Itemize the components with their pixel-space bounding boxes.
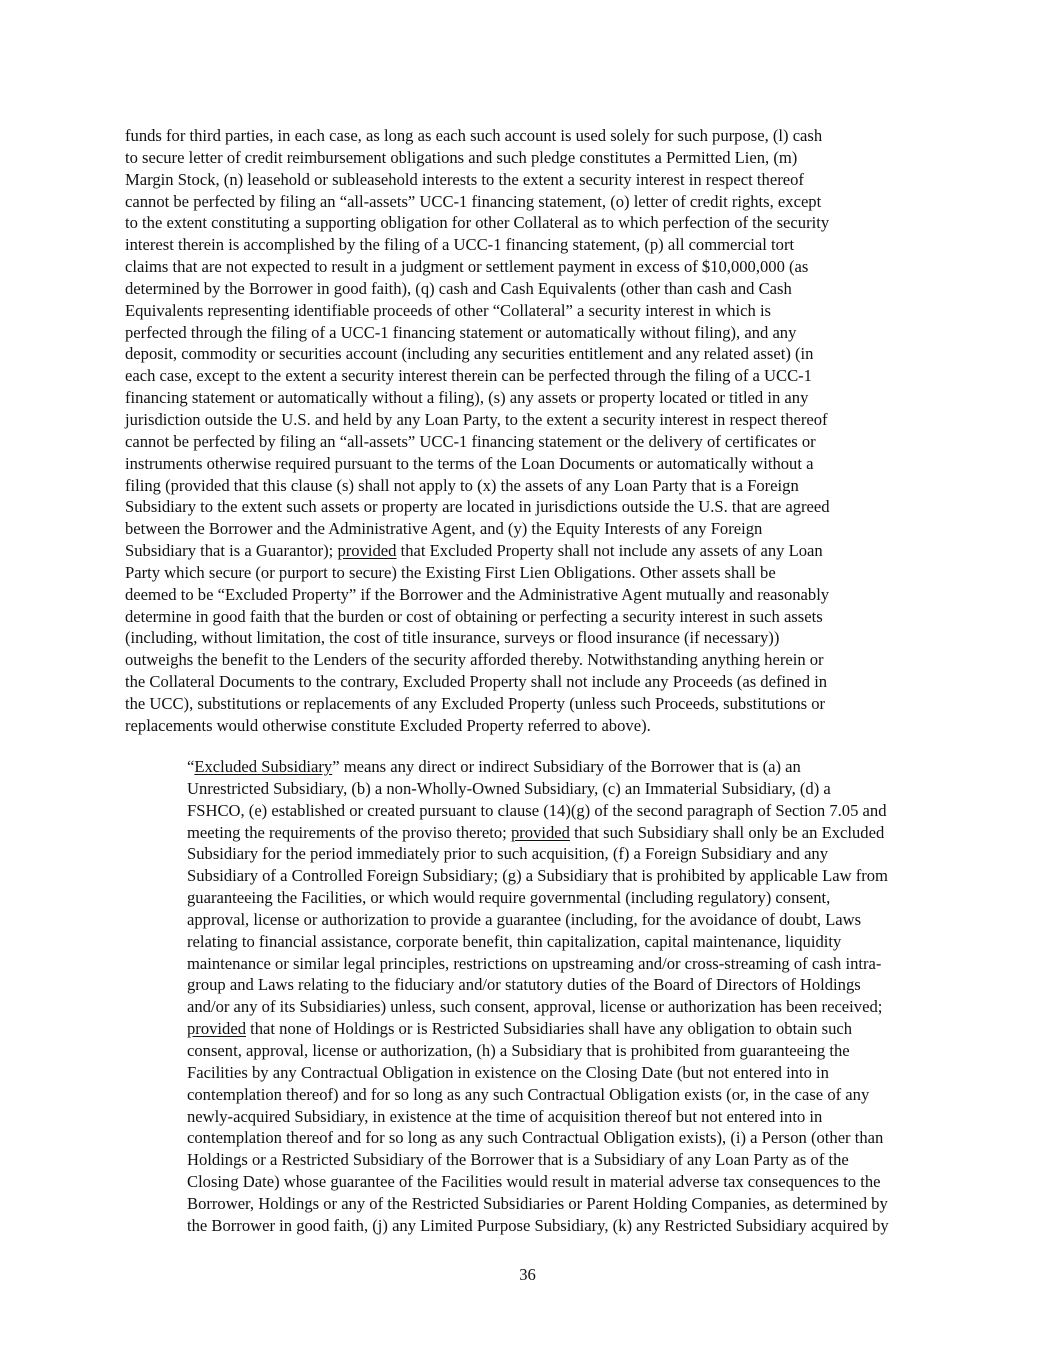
text-line: consent, approval, license or authorization, (h) a Subsidiary that is prohibited from guaranteeing the	[187, 1040, 850, 1060]
text-line: Holdings or a Restricted Subsidiary of the Borrower that is a Subsidiary of any Loan Party as of the	[187, 1150, 849, 1170]
text-line: cannot be perfected by filing an “all-assets” UCC-1 financing statement or the delivery of certificates or	[125, 431, 816, 451]
text-line: group and Laws relating to the fiduciary and/or statutory duties of the Board of Directors of Holdings	[187, 975, 861, 995]
paragraph-excluded-property	[125, 125, 930, 737]
text-line: Subsidiary of a Controlled Foreign Subsidiary; (g) a Subsidiary that is prohibited by applicable Law from	[187, 866, 888, 886]
text-run: meeting the requirements of the proviso thereto;	[187, 822, 511, 842]
text-line: cannot be perfected by filing an “all-assets” UCC-1 financing statement, (o) letter of credit rights, except	[125, 191, 822, 211]
text-line: contemplation thereof and for so long as any such Contractual Obligation exists), (i) a Person (other than	[187, 1128, 884, 1148]
text-line: instruments otherwise required pursuant to the terms of the Loan Documents or automatically without a	[125, 453, 814, 473]
text-line-with-proviso	[125, 822, 930, 844]
text-line: funds for third parties, in each case, as long as each such account is used solely for such purpose, (l) cash	[125, 126, 823, 145]
text-line: (including, without limitation, the cost of title insurance, surveys or flood insurance (if necessary))	[125, 628, 780, 648]
open-quote: “	[187, 757, 195, 776]
text-line: guaranteeing the Facilities, or which would require governmental (including regulatory) consent,	[187, 888, 831, 908]
text-line: between the Borrower and the Administrative Agent, and (y) the Equity Interests of any Foreign	[125, 519, 763, 539]
text-run: that none of Holdings or is Restricted Subsidiaries shall have any obligation to obtain such	[246, 1019, 853, 1039]
text-line: interest therein is accomplished by the filing of a UCC-1 financing statement, (p) all commercial tort	[125, 235, 795, 255]
text-line: and/or any of its Subsidiaries) unless, such consent, approval, license or authorization has been received;	[187, 997, 883, 1017]
text-line: jurisdiction outside the U.S. and held by any Loan Party, to the extent a security interest in respect thereof	[125, 409, 828, 429]
text-line: Closing Date) whose guarantee of the Facilities would result in material adverse tax consequences to the	[187, 1172, 881, 1192]
text-line: claims that are not expected to result in a judgment or settlement payment in excess of $10,000,000 (as	[125, 257, 809, 277]
text-line: Party which secure (or purport to secure) the Existing First Lien Obligations. Other assets shall be	[125, 562, 776, 582]
paragraph-excluded-subsidiary	[125, 756, 930, 1237]
text-line: relating to financial assistance, corporate benefit, thin capitalization, capital maintenance, liquidity	[187, 931, 842, 951]
text-line: Facilities by any Contractual Obligation in existence on the Closing Date (but not entered into in	[187, 1062, 829, 1082]
text-run: ” means any direct or indirect Subsidiary of the Borrower that is (a) an	[332, 757, 801, 776]
text-line: deemed to be “Excluded Property” if the Borrower and the Administrative Agent mutually and reasonably	[125, 584, 830, 604]
definition-line	[125, 756, 930, 778]
text-line: to secure letter of credit reimbursement obligations and such pledge constitutes a Permitted Lien, (m)	[125, 147, 798, 167]
text-run: that such Subsidiary shall only be an Excluded	[569, 822, 885, 842]
page-number: 36	[519, 1265, 536, 1284]
text-line: replacements would otherwise constitute Excluded Property referred to above).	[125, 715, 651, 735]
text-line: maintenance or similar legal principles, restrictions on upstreaming and/or cross-streaming of cash intra-	[187, 953, 882, 973]
text-line: outweighs the benefit to the Lenders of the security afforded thereby. Notwithstanding anything herein or	[125, 650, 824, 670]
text-line: filing (provided that this clause (s) shall not apply to (x) the assets of any Loan Party that is a Foreign	[125, 475, 799, 495]
text-run: that Excluded Property shall not include any assets of any Loan	[396, 541, 823, 561]
defined-term-excluded-subsidiary: Excluded Subsidiary	[194, 757, 333, 776]
text-line: deposit, commodity or securities account (including any securities entitlement and any related asset) (in	[125, 344, 814, 364]
text-line: determine in good faith that the burden or cost of obtaining or perfecting a security interest in such assets	[125, 606, 823, 626]
underlined-term-provided: provided	[187, 1019, 246, 1039]
text-line: Borrower, Holdings or any of the Restricted Subsidiaries or Parent Holding Companies, as determined by	[187, 1193, 888, 1213]
text-line: newly-acquired Subsidiary, in existence at the time of acquisition thereof but not entered into in	[187, 1106, 823, 1126]
text-line: approval, license or authorization to provide a guarantee (including, for the avoidance of doubt, Laws	[187, 909, 862, 929]
text-line: the Collateral Documents to the contrary, Excluded Property shall not include any Proceeds (as defined in	[125, 672, 828, 692]
underlined-term-provided: provided	[510, 822, 570, 842]
text-line: the UCC), substitutions or replacements of any Excluded Property (unless such Proceeds, substitutions or	[125, 693, 826, 713]
text-line: financing statement or automatically without a filing), (s) any assets or property located or titled in any	[125, 388, 809, 408]
text-line: each case, except to the extent a security interest therein can be perfected through the filing of a UCC-1	[125, 366, 812, 386]
text-line: determined by the Borrower in good faith), (q) cash and Cash Equivalents (other than cash and Cash	[125, 278, 792, 298]
text-line: Margin Stock, (n) leasehold or subleasehold interests to the extent a security interest in respect thereof	[125, 169, 804, 189]
text-line: Subsidiary for the period immediately prior to such acquisition, (f) a Foreign Subsidiary and any	[187, 844, 829, 864]
text-line: Subsidiary to the extent such assets or property are located in jurisdictions outside the U.S. that are agreed	[125, 497, 830, 517]
text-line: FSHCO, (e) established or created pursuant to clause (14)(g) of the second paragraph of Section 7.05 and	[187, 800, 887, 820]
text-line: perfected through the filing of a UCC-1 financing statement or automatically without filing), and any	[125, 322, 797, 342]
text-line: Equivalents representing identifiable proceeds of other “Collateral” a security interest in which is	[125, 300, 772, 320]
text-line-with-proviso	[125, 540, 930, 562]
text-line: Unrestricted Subsidiary, (b) a non-Wholly-Owned Subsidiary, (c) an Immaterial Subsidiary, (d) a	[187, 778, 831, 798]
text-line-with-proviso	[125, 1018, 930, 1040]
underlined-term-provided: provided	[337, 541, 397, 561]
text-line: contemplation thereof) and for so long as any such Contractual Obligation exists (or, in the case of any	[187, 1084, 870, 1104]
text-line: the Borrower in good faith, (j) any Limited Purpose Subsidiary, (k) any Restricted Subsidiary acquired by	[187, 1215, 889, 1235]
text-run: Subsidiary that is a Guarantor);	[125, 541, 338, 561]
text-line: to the extent constituting a supporting obligation for other Collateral as to which perfection of the security	[125, 213, 830, 233]
